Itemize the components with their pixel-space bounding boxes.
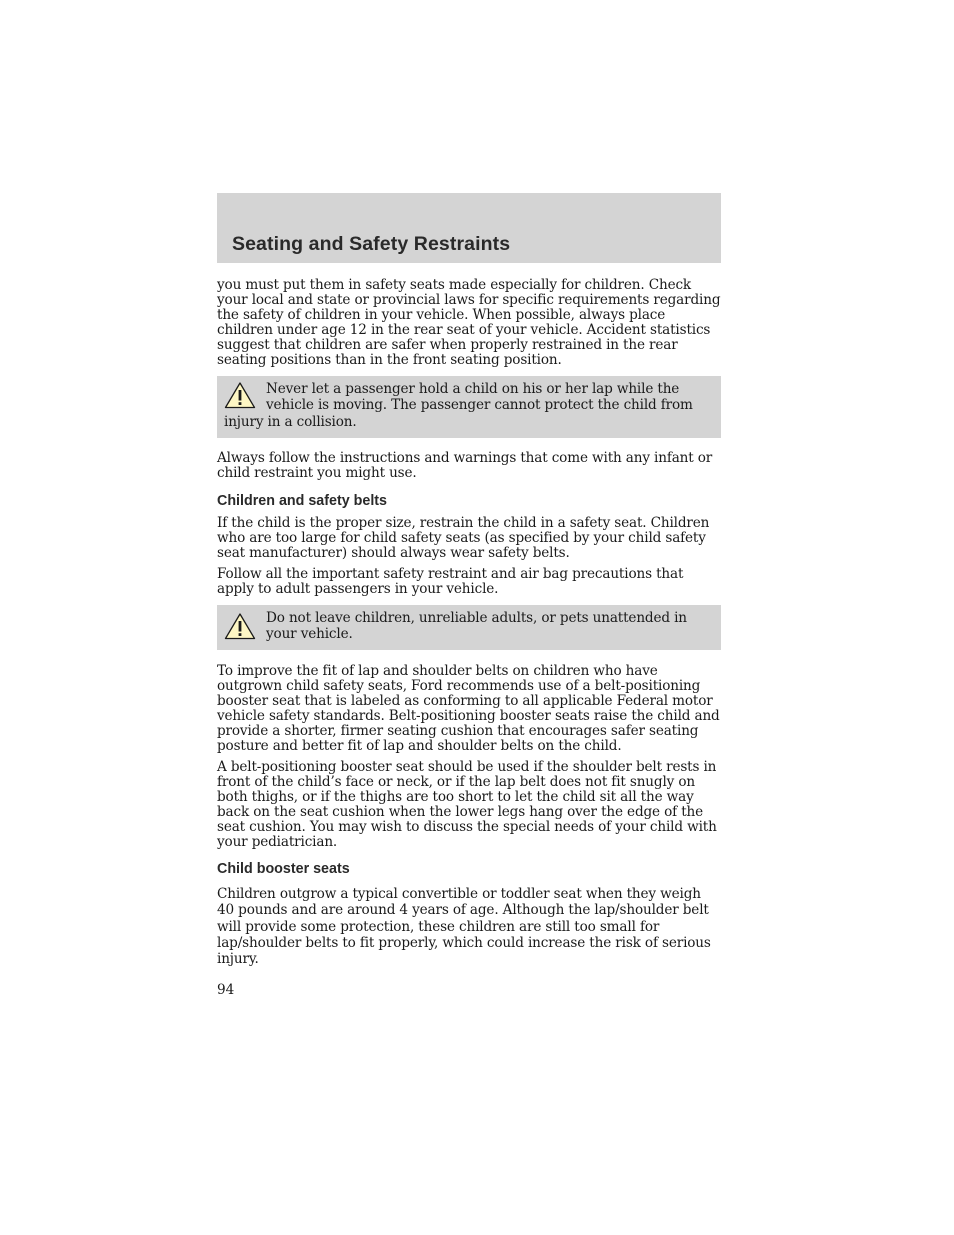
page-title: Seating and Safety Restraints	[232, 233, 511, 255]
paragraph: If the child is the proper size, restrain the child in a safety seat. Children who are too large for child safety seats (as specified by your child safety seat manufacturer) should always wear safety belts.	[217, 515, 710, 561]
paragraph: Follow all the important safety restraint and air bag precautions that apply to adult passengers in your vehicle.	[217, 566, 684, 597]
warning-box	[217, 605, 721, 650]
warning-text: Do not leave children, unreliable adults, or pets unattended in your vehicle.	[266, 610, 687, 643]
paragraph: Children outgrow a typical convertible or toddler seat when they weigh 40 pounds and are around 4 years of age. Although the lap/shoulder belt will provide some protection, these children are still too small for lap/shoulder belts to fit properly, which could increase the risk of serious injury.	[217, 886, 711, 968]
paragraph: To improve the fit of lap and shoulder belts on children who have outgrown child safety seats, Ford recommends use of a belt-positioning booster seat that is labeled as conforming to all applicable Federal motor vehicle safety standards. Belt-positioning booster seats raise the child and provide a shorter, firmer seating cushion that encourages safer seating posture and better fit of lap and shoulder belts on the child.	[217, 663, 720, 754]
paragraph: A belt-positioning booster seat should be used if the shoulder belt rests in front of the child’s face or neck, or if the lap belt does not fit snugly on both thighs, or if the thighs are too short to let the child sit all the way back on the seat cushion when the lower legs hang over the edge of the seat cushion. You may wish to discuss the special needs of your child with your pediatrician.	[217, 759, 717, 850]
paragraph: you must put them in safety seats made especially for children. Check your local and state or provincial laws for specific requirements regarding the safety of children in your vehicle. When possible, always place children under age 12 in the rear seat of your vehicle. Accident statistics suggest that children are safer when properly restrained in the rear seating positions than in the front seating position.	[217, 277, 721, 368]
warning-box	[217, 376, 721, 438]
section-subheading: Child booster seats	[217, 861, 350, 877]
warning-text: Never let a passenger hold a child on his or her lap while the vehicle is moving. The passenger cannot protect the child from injury in a collision.	[224, 381, 693, 430]
paragraph: Always follow the instructions and warnings that come with any infant or child restraint you might use.	[217, 450, 713, 481]
section-subheading: Children and safety belts	[217, 493, 388, 509]
section-header	[217, 193, 721, 263]
page-number: 94	[217, 982, 235, 998]
